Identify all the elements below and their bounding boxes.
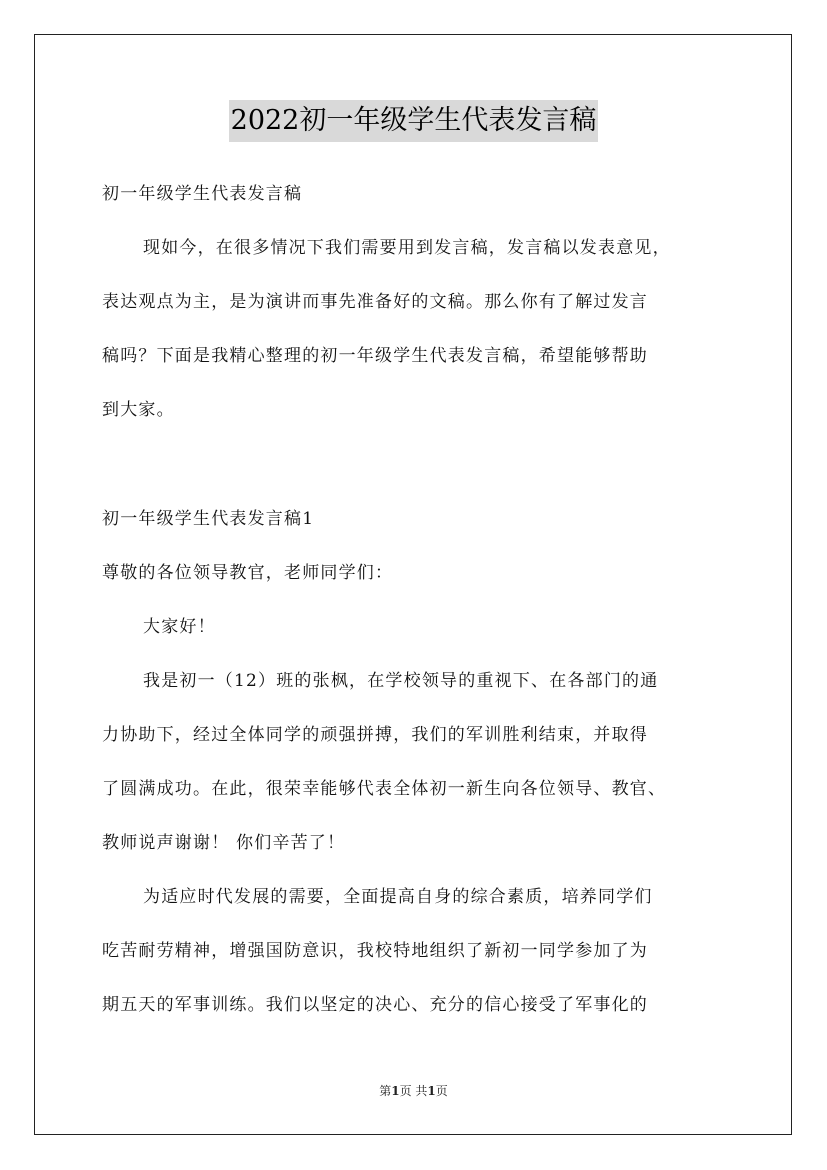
subtitle-line: 初一年级学生代表发言稿: [102, 184, 303, 204]
body-line: 了圆满成功。在此，很荣幸能够代表全体初一新生向各位领导、教官、: [102, 779, 667, 799]
section-heading: 初一年级学生代表发言稿1: [102, 509, 315, 529]
body-line: 力协助下，经过全体同学的顽强拼搏，我们的军训胜利结束，并取得: [102, 725, 648, 745]
footer-prefix: 第: [379, 1084, 392, 1098]
greeting-line: 大家好！: [143, 617, 216, 637]
footer-middle: 页 共: [399, 1084, 428, 1098]
salutation-line: 尊敬的各位领导教官，老师同学们：: [102, 563, 394, 583]
body-line: 吃苦耐劳精神，增强国防意识，我校特地组织了新初一同学参加了为: [102, 941, 648, 961]
footer-total-pages: 1: [427, 1084, 436, 1098]
body-line: 表达观点为主，是为演讲而事先准备好的文稿。那么你有了解过发言: [102, 292, 648, 312]
footer-current-page: 1: [391, 1084, 400, 1098]
body-line: 现如今，在很多情况下我们需要用到发言稿，发言稿以发表意见，: [143, 238, 671, 258]
page-footer: [0, 1083, 827, 1099]
body-line: 期五天的军事训练。我们以坚定的决心、充分的信心接受了军事化的: [102, 995, 648, 1015]
body-line: 我是初一（12）班的张枫，在学校领导的重视下、在各部门的通: [143, 671, 659, 691]
body-line: 为适应时代发展的需要，全面提高自身的综合素质，培养同学们: [143, 887, 653, 907]
body-line: 稿吗？下面是我精心整理的初一年级学生代表发言稿，希望能够帮助: [102, 346, 648, 366]
body-line: 教师说声谢谢！ 你们辛苦了！: [102, 833, 346, 853]
document-title: [0, 100, 827, 142]
body-line: 到大家。: [102, 400, 175, 420]
footer-suffix: 页: [435, 1084, 448, 1098]
document-title-text: 2022初一年级学生代表发言稿: [229, 100, 599, 142]
